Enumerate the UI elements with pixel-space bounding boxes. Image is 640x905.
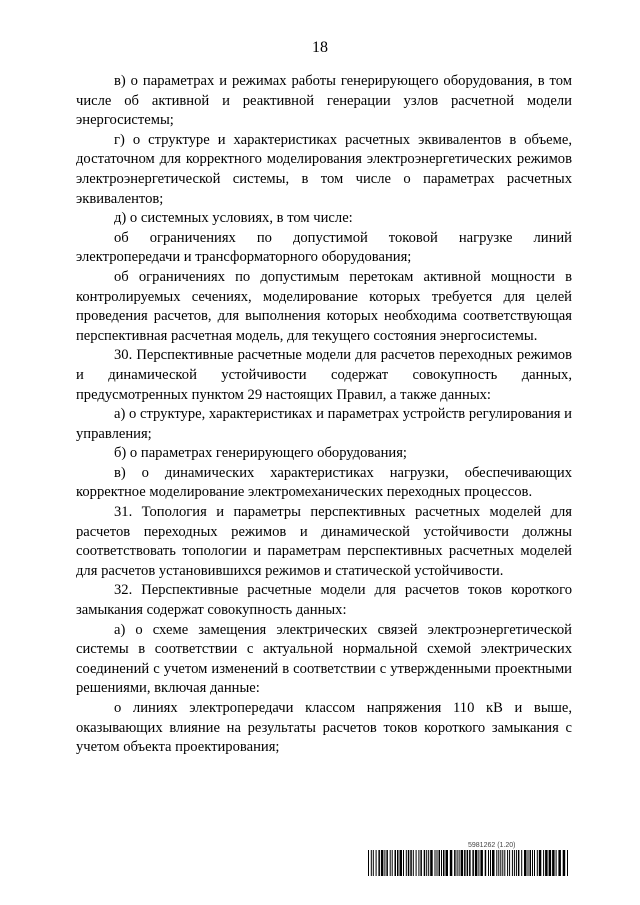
barcode-number: 5981262 (1.20): [468, 842, 516, 849]
paragraph: 31. Топология и параметры перспективных расчетных моделей для расчетов переходных режимов и динамической устойчивости должны соответствовать топологии и параметрам перспективных расчетных моделей для расчетов установившихся режимов и статической устойчивости.: [76, 504, 572, 579]
paragraph: в) о динамических характеристиках нагрузки, обеспечивающих корректное моделирование электромеханических переходных процессов.: [76, 464, 572, 501]
page-number: 18: [312, 39, 328, 56]
paragraph: б) о параметрах генерирующего оборудования;: [114, 445, 407, 462]
paragraph: в) о параметрах и режимах работы генерирующего оборудования, в том числе об активной и реактивной генерации узлов расчетной модели энергосистемы;: [76, 73, 572, 129]
paragraph: г) о структуре и характеристиках расчетных эквивалентов в объеме, достаточном для корректного моделирования электроэнергетических режимов электроэнергетической системы, в том числе о параметрах расчетных эквивалентов;: [76, 131, 572, 207]
paragraph: об ограничениях по допустимым перетокам активной мощности в контролируемых сечениях, моделирование которых требуется для целей проведения расчетов, для выполнения которых необходима соответствующая перспективная расчетная модель, для текущего состояния энергосистемы.: [76, 268, 572, 344]
barcode-image: [368, 850, 568, 876]
paragraph: д) о системных условиях, в том числе:: [114, 210, 353, 227]
paragraph: 32. Перспективные расчетные модели для расчетов токов короткого замыкания содержат совокупность данных:: [76, 582, 572, 619]
paragraph: 30. Перспективные расчетные модели для расчетов переходных режимов и динамической устойчивости содержат совокупность данных, предусмотренных пунктом 29 настоящих Правил, а также данных:: [76, 347, 572, 403]
paragraph: об ограничениях по допустимой токовой нагрузке линий электропередачи и трансформаторного оборудования;: [76, 229, 572, 266]
paragraph: а) о схеме замещения электрических связей электроэнергетической системы в соответствии с актуальной нормальной схемой электрических соединений с учетом изменений в соответствии с утвержденными проектными решениями, включая данные:: [76, 621, 572, 697]
paragraph: а) о структуре, характеристиках и параметрах устройств регулирования и управления;: [76, 406, 572, 442]
document-body: [76, 72, 572, 758]
paragraph: о линиях электропередачи классом напряжения 110 кВ и выше, оказывающих влияние на результаты расчетов токов короткого замыкания с учетом объекта проектирования;: [76, 700, 572, 756]
